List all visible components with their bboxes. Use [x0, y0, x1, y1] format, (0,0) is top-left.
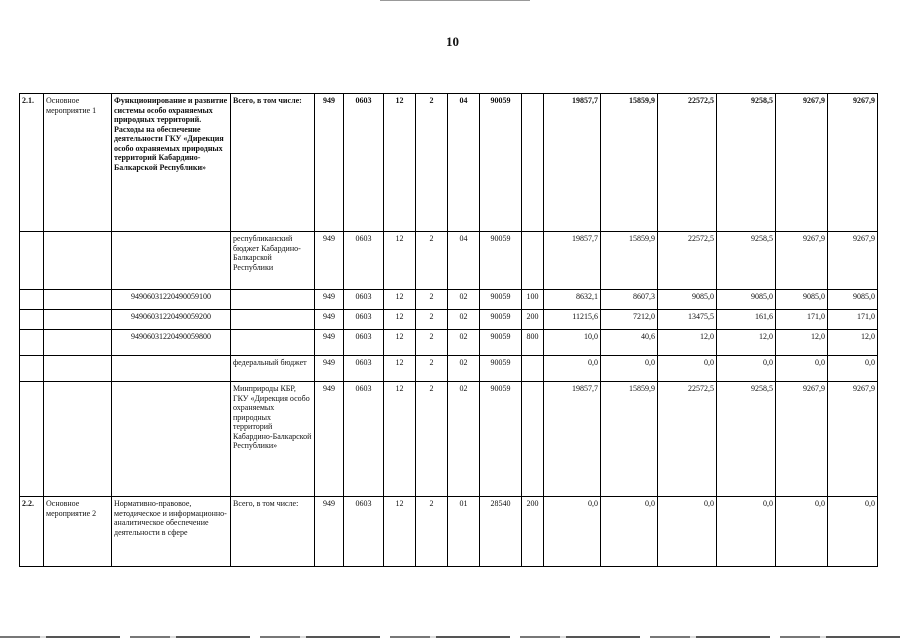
cell-napr: 90059	[480, 232, 522, 290]
table-row	[20, 232, 878, 290]
row-code: 94906031220490059100	[112, 290, 231, 310]
cell-value-5: 171,0	[776, 310, 828, 330]
cell-om: 02	[448, 382, 480, 497]
cell-value-2: 15859,9	[601, 232, 658, 290]
cell-value-3: 22572,5	[658, 94, 717, 232]
cell-pgp: 2	[416, 290, 448, 310]
row-source: федеральный бюджет	[231, 356, 315, 382]
cell-value-5: 0,0	[776, 356, 828, 382]
row-source	[231, 310, 315, 330]
cell-value-1: 0,0	[544, 356, 601, 382]
cell-rzpr: 0603	[344, 497, 384, 567]
row-code: 94906031220490059200	[112, 310, 231, 330]
cell-pgp: 2	[416, 94, 448, 232]
cell-value-6: 0,0	[828, 356, 878, 382]
top-scan-line	[380, 0, 530, 1]
table-row	[20, 497, 878, 567]
cell-value-3: 9085,0	[658, 290, 717, 310]
cell-pgp: 2	[416, 310, 448, 330]
cell-gp: 12	[384, 290, 416, 310]
cell-grbs: 949	[315, 290, 344, 310]
cell-value-4: 9258,5	[717, 94, 776, 232]
row-number	[20, 232, 44, 290]
row-name	[112, 382, 231, 497]
row-code: 94906031220490059800	[112, 330, 231, 356]
row-number	[20, 310, 44, 330]
row-number: 2.1.	[20, 94, 44, 232]
cell-vr	[522, 94, 544, 232]
cell-om: 04	[448, 232, 480, 290]
page-number: 10	[446, 34, 459, 49]
cell-pgp: 2	[416, 497, 448, 567]
cell-value-2: 15859,9	[601, 94, 658, 232]
cell-value-1: 8632,1	[544, 290, 601, 310]
cell-rzpr: 0603	[344, 232, 384, 290]
cell-value-5: 0,0	[776, 497, 828, 567]
row-status	[44, 310, 112, 330]
cell-vr	[522, 232, 544, 290]
cell-value-4: 9258,5	[717, 232, 776, 290]
row-status	[44, 290, 112, 310]
cell-value-3: 13475,5	[658, 310, 717, 330]
cell-vr: 200	[522, 310, 544, 330]
row-name	[112, 356, 231, 382]
cell-value-3: 22572,5	[658, 382, 717, 497]
cell-grbs: 949	[315, 356, 344, 382]
cell-grbs: 949	[315, 382, 344, 497]
cell-value-4: 12,0	[717, 330, 776, 356]
row-name	[112, 232, 231, 290]
cell-rzpr: 0603	[344, 382, 384, 497]
cell-value-5: 9267,9	[776, 382, 828, 497]
cell-value-1: 19857,7	[544, 94, 601, 232]
cell-grbs: 949	[315, 310, 344, 330]
cell-pgp: 2	[416, 330, 448, 356]
table-row	[20, 310, 878, 330]
cell-gp: 12	[384, 356, 416, 382]
bottom-scan-line	[0, 636, 905, 638]
cell-vr	[522, 356, 544, 382]
cell-value-2: 8607,3	[601, 290, 658, 310]
row-status	[44, 356, 112, 382]
cell-gp: 12	[384, 330, 416, 356]
cell-value-4: 9258,5	[717, 382, 776, 497]
cell-gp: 12	[384, 310, 416, 330]
cell-value-5: 9267,9	[776, 232, 828, 290]
cell-pgp: 2	[416, 356, 448, 382]
cell-napr: 90059	[480, 330, 522, 356]
row-source: Всего, в том числе:	[231, 94, 315, 232]
cell-grbs: 949	[315, 330, 344, 356]
cell-value-2: 15859,9	[601, 382, 658, 497]
row-number	[20, 356, 44, 382]
table-row	[20, 290, 878, 310]
cell-value-4: 161,6	[717, 310, 776, 330]
table-row	[20, 356, 878, 382]
cell-rzpr: 0603	[344, 290, 384, 310]
cell-value-6: 9267,9	[828, 382, 878, 497]
cell-napr: 90059	[480, 310, 522, 330]
cell-grbs: 949	[315, 232, 344, 290]
cell-vr	[522, 382, 544, 497]
cell-value-3: 12,0	[658, 330, 717, 356]
cell-value-6: 171,0	[828, 310, 878, 330]
cell-gp: 12	[384, 232, 416, 290]
row-source: Минприроды КБР, ГКУ «Дирекция особо охраняемых природных территорий Кабардино-Балкарской Республики»	[231, 382, 315, 497]
cell-om: 01	[448, 497, 480, 567]
row-status: Основное мероприятие 1	[44, 94, 112, 232]
cell-rzpr: 0603	[344, 330, 384, 356]
cell-value-6: 0,0	[828, 497, 878, 567]
cell-om: 02	[448, 356, 480, 382]
row-status	[44, 382, 112, 497]
row-source	[231, 330, 315, 356]
cell-value-1: 11215,6	[544, 310, 601, 330]
cell-napr: 90059	[480, 94, 522, 232]
row-source	[231, 290, 315, 310]
cell-vr: 200	[522, 497, 544, 567]
cell-napr: 90059	[480, 356, 522, 382]
cell-value-2: 7212,0	[601, 310, 658, 330]
cell-grbs: 949	[315, 497, 344, 567]
cell-napr: 90059	[480, 290, 522, 310]
cell-value-6: 9267,9	[828, 232, 878, 290]
cell-value-6: 12,0	[828, 330, 878, 356]
table-row	[20, 94, 878, 232]
cell-value-4: 9085,0	[717, 290, 776, 310]
cell-grbs: 949	[315, 94, 344, 232]
cell-value-2: 0,0	[601, 356, 658, 382]
row-number: 2.2.	[20, 497, 44, 567]
cell-value-2: 40,6	[601, 330, 658, 356]
cell-napr: 90059	[480, 382, 522, 497]
cell-gp: 12	[384, 382, 416, 497]
cell-om: 02	[448, 330, 480, 356]
cell-value-3: 22572,5	[658, 232, 717, 290]
cell-value-5: 12,0	[776, 330, 828, 356]
row-status	[44, 330, 112, 356]
cell-value-3: 0,0	[658, 356, 717, 382]
cell-rzpr: 0603	[344, 94, 384, 232]
cell-om: 04	[448, 94, 480, 232]
row-number	[20, 330, 44, 356]
cell-value-6: 9267,9	[828, 94, 878, 232]
row-status: Основное мероприятие 2	[44, 497, 112, 567]
row-source: Всего, в том числе:	[231, 497, 315, 567]
cell-om: 02	[448, 310, 480, 330]
cell-napr: 28540	[480, 497, 522, 567]
cell-rzpr: 0603	[344, 310, 384, 330]
row-name: Нормативно-правовое, методическое и информационно-аналитическое обеспечение деятельности в сфере	[112, 497, 231, 567]
cell-gp: 12	[384, 94, 416, 232]
cell-value-1: 10,0	[544, 330, 601, 356]
cell-vr: 100	[522, 290, 544, 310]
cell-value-5: 9267,9	[776, 94, 828, 232]
table-row	[20, 330, 878, 356]
row-source: республиканский бюджет Кабардино-Балкарской Республики	[231, 232, 315, 290]
cell-value-1: 0,0	[544, 497, 601, 567]
cell-rzpr: 0603	[344, 356, 384, 382]
row-name: Функционирование и развитие системы особо охраняемых природных территорий. Расходы на обеспечение деятельности ГКУ «Дирекция особо охраняемых природных территорий Кабардино-Балкарской Республики»	[112, 94, 231, 232]
cell-pgp: 2	[416, 232, 448, 290]
row-status	[44, 232, 112, 290]
cell-value-1: 19857,7	[544, 232, 601, 290]
cell-value-4: 0,0	[717, 497, 776, 567]
cell-om: 02	[448, 290, 480, 310]
budget-table	[19, 93, 878, 567]
cell-value-4: 0,0	[717, 356, 776, 382]
table-row	[20, 382, 878, 497]
row-number	[20, 290, 44, 310]
cell-value-2: 0,0	[601, 497, 658, 567]
cell-pgp: 2	[416, 382, 448, 497]
cell-value-1: 19857,7	[544, 382, 601, 497]
cell-value-5: 9085,0	[776, 290, 828, 310]
cell-value-6: 9085,0	[828, 290, 878, 310]
cell-value-3: 0,0	[658, 497, 717, 567]
row-number	[20, 382, 44, 497]
cell-gp: 12	[384, 497, 416, 567]
cell-vr: 800	[522, 330, 544, 356]
